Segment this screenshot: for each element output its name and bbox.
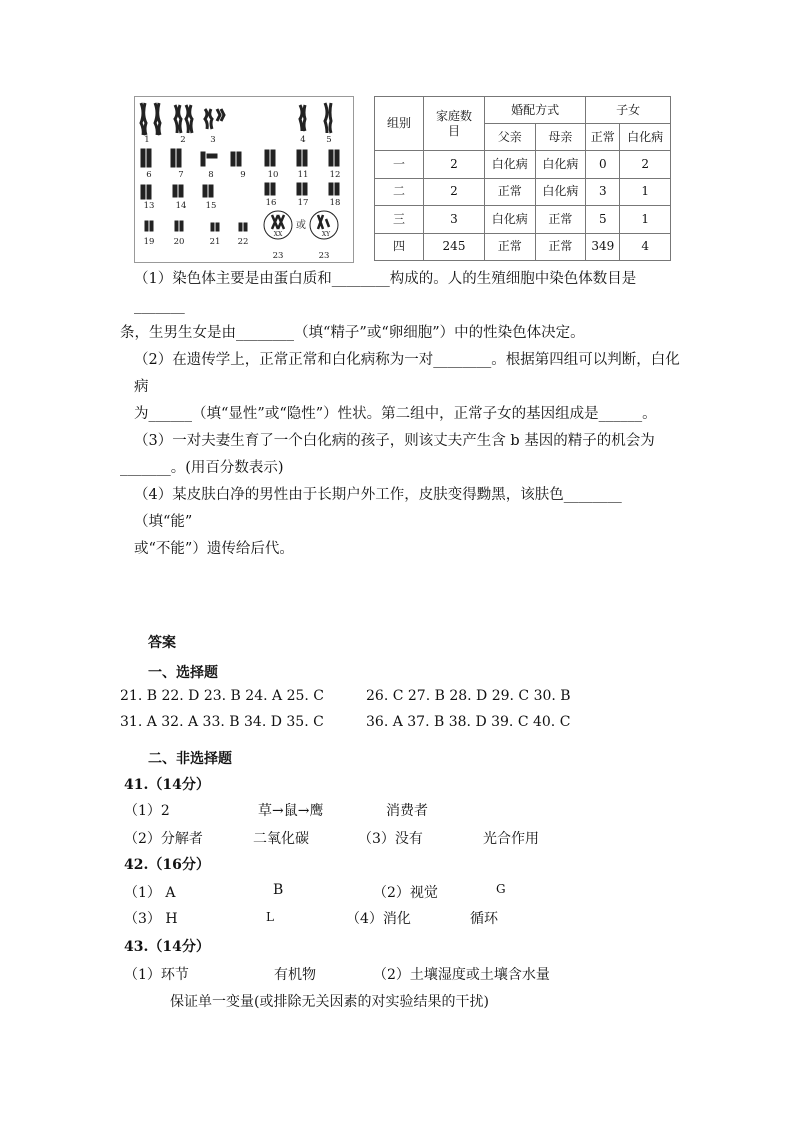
table-cell: 白化病: [535, 178, 586, 206]
a41-5: 二氧化碳: [253, 831, 309, 847]
chrom-num-20: 20: [173, 237, 185, 247]
table-cell: 白化病: [485, 206, 536, 234]
chrom-num-10: 10: [267, 170, 279, 180]
table-cell: 正常: [485, 178, 536, 206]
question-1: [120, 266, 680, 563]
chrom-num-11: 11: [297, 170, 309, 180]
chrom-num-17: 17: [297, 198, 309, 208]
table-cell: 1: [620, 206, 671, 234]
table-cell: 2: [424, 151, 485, 179]
chrom-num-14: 14: [175, 201, 187, 211]
th-father: 父亲: [485, 124, 536, 151]
table-cell: 一: [375, 151, 424, 179]
table-cell: 三: [375, 206, 424, 234]
chrom-num-13: 13: [143, 201, 155, 211]
table-cell: 2: [620, 151, 671, 179]
a41-7: 光合作用: [483, 831, 539, 847]
table-cell: 349: [586, 233, 620, 261]
table-cell: 1: [620, 178, 671, 206]
th-normal: 正常: [586, 124, 620, 151]
question-line: _______。(用百分数表示): [120, 460, 284, 476]
chrom-num-18: 18: [329, 198, 341, 208]
table-cell: 3: [424, 206, 485, 234]
mc-answers-31-35: 31. A 32. A 33. B 34. D 35. C: [120, 714, 324, 730]
question-line: （3）一对夫妻生育了一个白化病的孩子，则该丈夫产生含 b 基因的精子的机会为: [134, 433, 655, 449]
table-cell: 3: [586, 178, 620, 206]
q41-heading: 41.（14分）: [124, 777, 210, 793]
chrom-num-2: 2: [180, 135, 186, 145]
q43-heading: 43.（14分）: [124, 939, 210, 955]
a43-2: 有机物: [274, 967, 316, 983]
th-albino: 白化病: [620, 124, 671, 151]
th-families: 家庭数目: [424, 97, 485, 151]
chrom-num-23a: 23: [272, 251, 284, 261]
question-line: 为______（填“显性”或“隐性”）性状。第二组中，正常子女的基因组成是______。: [134, 406, 657, 422]
table-cell: 4: [620, 233, 671, 261]
mc-answers-26-30: 26. C 27. B 28. D 29. C 30. B: [366, 688, 571, 704]
answers-title: 答案: [148, 635, 176, 651]
chrom-num-3: 3: [210, 135, 216, 145]
table-cell: 5: [586, 206, 620, 234]
question-line: （2）在遗传学上，正常正常和白化病称为一对________。根据第四组可以判断，白化病: [134, 352, 680, 395]
question-line: 或“不能”）遗传给后代。: [134, 541, 294, 557]
chrom-num-16: 16: [265, 198, 277, 208]
chrom-num-19: 19: [143, 237, 155, 247]
chrom-num-23b: 23: [318, 251, 330, 261]
chrom-num-15: 15: [205, 201, 217, 211]
th-mother: 母亲: [535, 124, 586, 151]
a41-6: （3）没有: [358, 831, 423, 847]
a42-2: B: [273, 882, 284, 898]
a43-1: （1）环节: [124, 967, 189, 983]
question-line: （1）染色体主要是由蛋白质和________构成的。人的生殖细胞中染色体数目是_______: [134, 271, 637, 314]
a42-6: L: [266, 910, 274, 924]
a43-3: （2）土壤湿度或土壤含水量: [373, 967, 550, 983]
chrom-num-1: 1: [144, 135, 150, 145]
chrom-num-6: 6: [146, 170, 152, 180]
table-row: [375, 233, 671, 261]
table-cell: 0: [586, 151, 620, 179]
table-cell: 正常: [535, 206, 586, 234]
chrom-num-7: 7: [178, 170, 184, 180]
th-group: 组别: [375, 97, 424, 151]
table-cell: 2: [424, 178, 485, 206]
a43-4: 保证单一变量(或排除无关因素的对实验结果的干扰): [170, 994, 489, 1010]
sex-xy-label: XY: [321, 231, 331, 238]
sex-xx-label: XX: [273, 231, 283, 238]
mc-answers-21-25: 21. B 22. D 23. B 24. A 25. C: [120, 688, 324, 704]
section-choice: 一、选择题: [148, 665, 218, 681]
chrom-num-5: 5: [326, 135, 332, 145]
th-mating: 婚配方式: [485, 97, 586, 124]
a42-8: 循环: [470, 911, 498, 927]
a42-4: G: [496, 882, 506, 896]
chrom-num-8: 8: [208, 170, 214, 180]
a42-1: （1） A: [124, 885, 176, 901]
table-row: [375, 206, 671, 234]
a42-7: （4）消化: [346, 911, 411, 927]
table-row: [375, 151, 671, 179]
question-line: 条，生男生女是由________（填“精子”或“卵细胞”）中的性染色体决定。: [120, 325, 585, 341]
table-row: [375, 178, 671, 206]
q42-heading: 42.（16分）: [124, 857, 210, 873]
mc-answers-36-40: 36. A 37. B 38. D 39. C 40. C: [366, 714, 571, 730]
chrom-num-22: 22: [237, 237, 249, 247]
chrom-num-9: 9: [240, 170, 246, 180]
a41-1: （1）2: [124, 803, 170, 819]
karyotype-svg: [135, 97, 353, 262]
chrom-num-21: 21: [209, 237, 221, 247]
table-cell: 四: [375, 233, 424, 261]
a42-3: （2）视觉: [373, 885, 438, 901]
a42-5: （3） H: [124, 911, 178, 927]
table-cell: 正常: [485, 233, 536, 261]
th-children: 子女: [586, 97, 671, 124]
table-cell: 白化病: [535, 151, 586, 179]
chrom-num-4: 4: [300, 135, 306, 145]
table-cell: 白化病: [485, 151, 536, 179]
or-word: 或: [296, 220, 306, 231]
family-table: [374, 96, 671, 261]
table-cell: 二: [375, 178, 424, 206]
table-cell: 正常: [535, 233, 586, 261]
question-line: （4）某皮肤白净的男性由于长期户外工作，皮肤变得黝黑，该肤色________（填“能”: [134, 487, 622, 530]
a41-3: 消费者: [386, 803, 428, 819]
chrom-num-12: 12: [329, 170, 341, 180]
section-nonchoice: 二、非选择题: [148, 751, 232, 767]
a41-2: 草→鼠→鹰: [258, 803, 324, 819]
table-cell: 245: [424, 233, 485, 261]
karyotype-figure: [134, 96, 354, 263]
a41-4: （2）分解者: [124, 831, 203, 847]
